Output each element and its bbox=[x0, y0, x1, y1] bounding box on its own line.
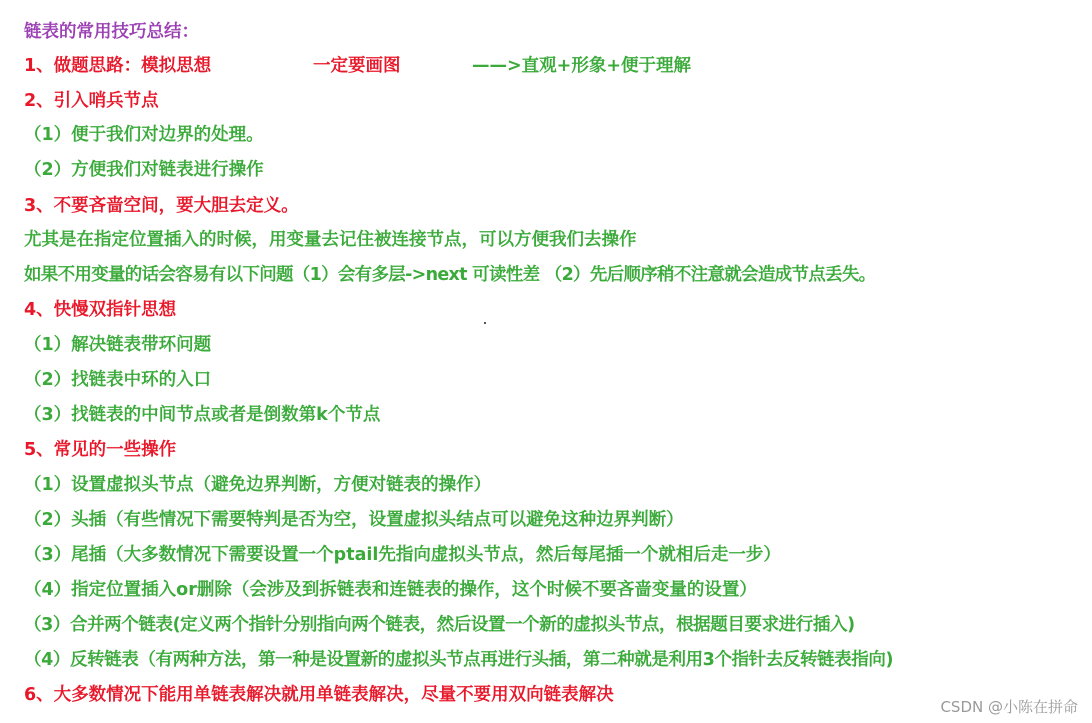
section-6-heading: 6、大多数情况下能用单链表解决就用单链表解决，尽量不要用双向链表解决 bbox=[24, 685, 614, 705]
section-5-heading: 5、常见的一些操作 bbox=[24, 440, 177, 460]
list-item: （3）尾插（大多数情况下需要设置一个ptail先指向虚拟头节点，然后每尾插一个就相后走一步） bbox=[24, 545, 781, 565]
section-3-heading: 3、不要吝啬空间，要大胆去定义。 bbox=[24, 196, 299, 216]
list-item: （4）反转链表（有两种方法，第一种是设置新的虚拟头节点再进行头插，第二种就是利用3个指针去反转链表指向) bbox=[24, 650, 894, 670]
paragraph: 如果不用变量的话会容易有以下问题（1）会有多层->next 可读性差 （2）先后顺序稍不注意就会造成节点丢失。 bbox=[24, 265, 876, 285]
section-4-heading: 4、快慢双指针思想 bbox=[24, 300, 177, 320]
stray-dot bbox=[484, 322, 486, 324]
section-1-note: ——>直观+形象+便于理解 bbox=[472, 56, 691, 76]
list-item: （1）解决链表带环问题 bbox=[24, 335, 212, 355]
list-item: （1）便于我们对边界的处理。 bbox=[24, 125, 264, 145]
list-item: （3）合并两个链表(定义两个指针分别指向两个链表，然后设置一个新的虚拟头节点，根据题目要求进行插入) bbox=[24, 615, 855, 635]
section-2-heading: 2、引入哨兵节点 bbox=[24, 91, 159, 111]
doc-title: 链表的常用技巧总结： bbox=[24, 22, 199, 42]
list-item: （4）指定位置插入or删除（会涉及到拆链表和连链表的操作，这个时候不要吝啬变量的设置） bbox=[24, 580, 757, 600]
section-1-heading: 1、做题思路：模拟思想 bbox=[24, 56, 212, 76]
list-item: （1）设置虚拟头节点（避免边界判断，方便对链表的操作） bbox=[24, 475, 492, 495]
list-item: （3）找链表的中间节点或者是倒数第k个节点 bbox=[24, 405, 381, 425]
watermark: CSDN @​​小陈在拼命​​ bbox=[940, 698, 1078, 716]
list-item: （2）找链表中环的入口 bbox=[24, 370, 212, 390]
list-item: （2）头插（有些情况下需要特判是否为空，设置虚拟头结点可以避免这种边界判断） bbox=[24, 510, 684, 530]
paragraph: 尤其是在指定位置插入的时候，用变量去记住被连接节点，可以方便我们去操作 bbox=[24, 230, 637, 250]
section-1-emphasis: 一定要画图 bbox=[313, 56, 401, 76]
list-item: （2）方便我们对链表进行操作 bbox=[24, 160, 264, 180]
